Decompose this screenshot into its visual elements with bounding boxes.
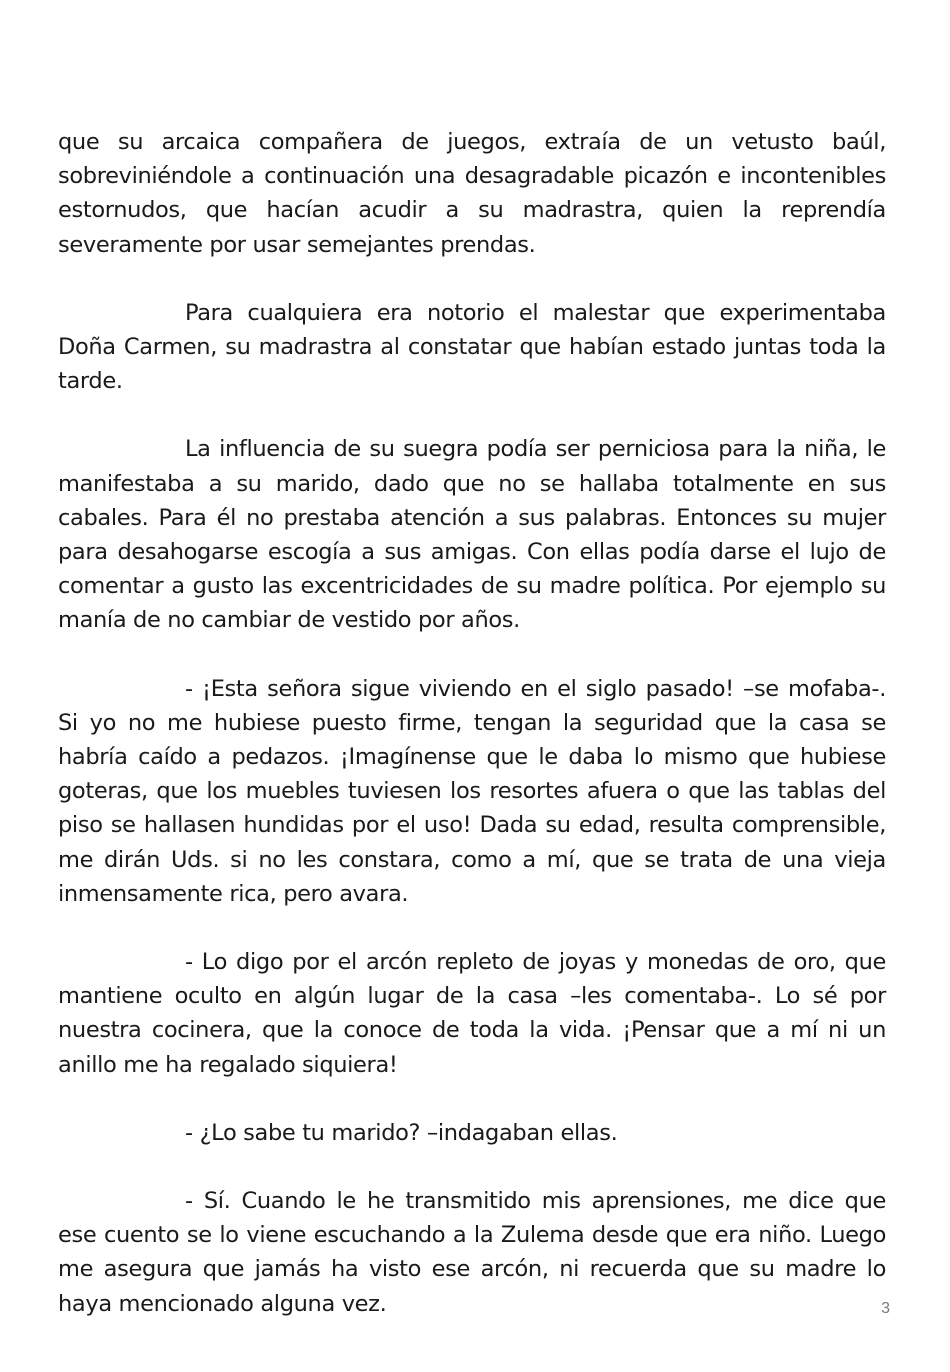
paragraph-3: La influencia de su suegra podía ser perniciosa para la niña, le manifestaba a su marido, dado que no se hallaba totalmente en sus cabales. Para él no prestaba atención a sus palabras. Entonces su mujer para desahogarse escogía a sus amigas. Con ellas podía darse el lujo de comentar a gusto las excentricidades de su madre política. Por ejemplo su manía de no cambiar de vestido por años. <box>58 436 886 634</box>
paragraph-6: - ¿Lo sabe tu marido? –indagaban ellas. <box>185 1119 618 1146</box>
paragraph-4: - ¡Esta señora sigue viviendo en el siglo pasado! –se mofaba-. Si yo no me hubiese puesto firme, tengan la seguridad que la casa se habría caído a pedazos. ¡Imagínense que le daba lo mismo que hubiese goteras, que los muebles tuviesen los resortes afuera o que las tablas del piso se hallasen hundidas por el uso! Dada su edad, resulta comprensible, me dirán Uds. si no les constara, como a mí, que se trata de una vieja inmensamente rica, pero avara. <box>58 675 886 907</box>
paragraph-5: - Lo digo por el arcón repleto de joyas y monedas de oro, que mantiene oculto en algún lugar de la casa –les comentaba-. Lo sé por nuestra cocinera, que la conoce de toda la vida. ¡Pensar que a mí ni un anillo me ha regalado siquiera! <box>58 949 886 1078</box>
page-number: 3 <box>881 1300 890 1317</box>
paragraph-1: que su arcaica compañera de juegos, extraía de un vetusto baúl, sobreviniéndole a continuación una desagradable picazón e incontenibles estornudos, que hacían acudir a su madrastra, quien la reprendía severamente por usar semejantes prendas. <box>58 129 886 258</box>
paragraph-7: - Sí. Cuando le he transmitido mis aprensiones, me dice que ese cuento se lo viene escuchando a la Zulema desde que era niño. Luego me asegura que jamás ha visto ese arcón, ni recuerda que su madre lo haya mencionado alguna vez. <box>58 1188 886 1317</box>
body-text <box>58 125 886 1355</box>
paragraph-2: Para cualquiera era notorio el malestar que experimentaba Doña Carmen, su madrastra al constatar que habían estado juntas toda la tarde. <box>58 299 886 395</box>
